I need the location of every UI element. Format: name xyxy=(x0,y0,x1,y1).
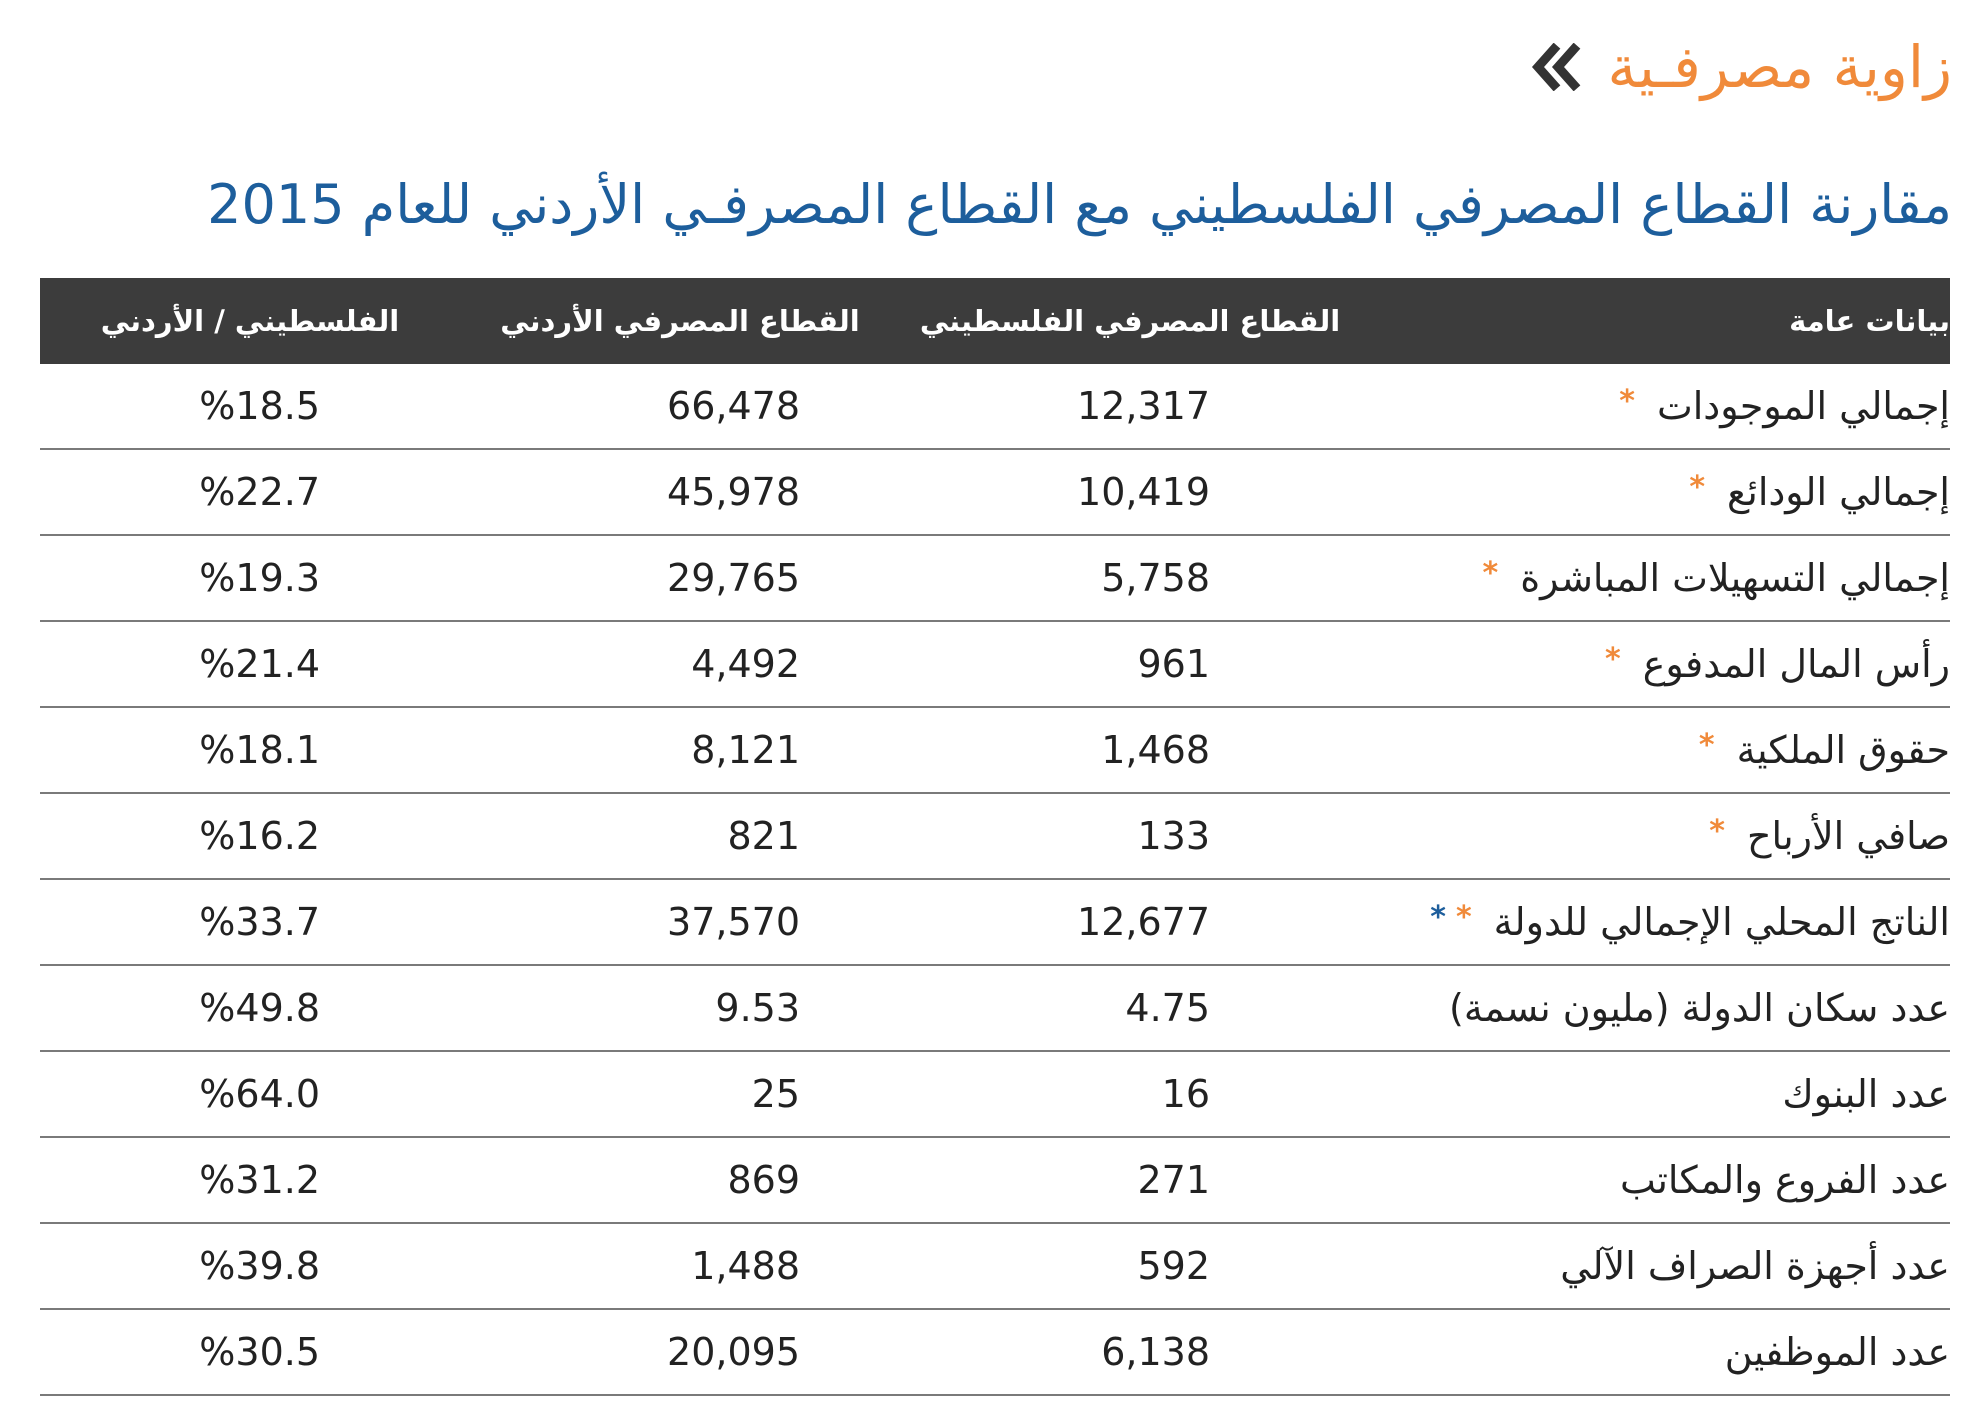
ratio-value: %19.3 xyxy=(199,556,320,600)
row-label: رأس المال المدفوع xyxy=(1642,642,1950,686)
footnote-markers xyxy=(1482,556,1508,600)
header-ratio: الفلسطيني / الأردني xyxy=(40,278,460,364)
footnote-markers xyxy=(1605,642,1631,686)
footnote-star-orange: * xyxy=(1698,728,1715,763)
header-general-data: بيانات عامة xyxy=(1360,278,1950,364)
palestinian-value: 4.75 xyxy=(1125,986,1210,1030)
palestinian-value: 12,317 xyxy=(1077,384,1210,428)
ratio-value-cell xyxy=(40,1223,460,1309)
row-label: عدد سكان الدولة (مليون نسمة) xyxy=(1449,986,1950,1030)
footnote-markers xyxy=(1689,470,1715,514)
jordanian-value: 37,570 xyxy=(667,900,800,944)
ratio-value-cell xyxy=(40,1309,460,1395)
palestinian-value: 10,419 xyxy=(1077,470,1210,514)
section-title: زاوية مصرفـية xyxy=(1607,33,1952,101)
palestinian-value: 6,138 xyxy=(1101,1330,1210,1374)
row-label: صافي الأرباح xyxy=(1746,814,1950,858)
footnote-star-orange: * xyxy=(1619,384,1635,419)
ratio-value: %18.1 xyxy=(199,728,320,772)
row-label-cell xyxy=(1360,449,1950,535)
palestinian-value-cell xyxy=(900,364,1360,449)
ratio-value: %31.2 xyxy=(199,1158,320,1202)
palestinian-value: 12,677 xyxy=(1077,900,1210,944)
ratio-value: %16.2 xyxy=(199,814,320,858)
row-label: إجمالي الموجودات xyxy=(1656,384,1950,428)
jordanian-value: 9.53 xyxy=(715,986,800,1030)
palestinian-value: 961 xyxy=(1137,642,1210,686)
footnote-star-orange: * xyxy=(1605,642,1621,677)
table-row xyxy=(40,1137,1950,1223)
jordanian-value: 821 xyxy=(727,814,800,858)
row-label-cell xyxy=(1360,621,1950,707)
jordanian-value-cell xyxy=(460,1051,900,1137)
palestinian-value-cell xyxy=(900,965,1360,1051)
jordanian-value-cell xyxy=(460,1223,900,1309)
row-label: إجمالي التسهيلات المباشرة xyxy=(1520,556,1950,600)
footnote-markers xyxy=(1709,814,1735,858)
jordanian-value: 1,488 xyxy=(691,1244,800,1288)
double-chevron-icon xyxy=(1524,22,1582,112)
palestinian-value-cell xyxy=(900,707,1360,793)
ratio-value: %64.0 xyxy=(199,1072,320,1116)
palestinian-value-cell xyxy=(900,1051,1360,1137)
palestinian-value-cell xyxy=(900,879,1360,965)
section-header xyxy=(1524,22,1953,112)
table-row xyxy=(40,535,1950,621)
ratio-value-cell xyxy=(40,449,460,535)
palestinian-value: 5,758 xyxy=(1101,556,1210,600)
footnote-star-blue: * xyxy=(1430,900,1446,935)
table-row xyxy=(40,621,1950,707)
ratio-value-cell xyxy=(40,364,460,449)
table-row xyxy=(40,707,1950,793)
ratio-value: %22.7 xyxy=(199,470,320,514)
table-row xyxy=(40,793,1950,879)
jordanian-value-cell xyxy=(460,793,900,879)
jordanian-value: 869 xyxy=(727,1158,800,1202)
row-label-cell xyxy=(1360,364,1950,449)
jordanian-value-cell xyxy=(460,965,900,1051)
row-label-cell xyxy=(1360,1223,1950,1309)
palestinian-value-cell xyxy=(900,1137,1360,1223)
jordanian-value-cell xyxy=(460,449,900,535)
ratio-value-cell xyxy=(40,621,460,707)
palestinian-value-cell xyxy=(900,449,1360,535)
ratio-value-cell xyxy=(40,1051,460,1137)
palestinian-value: 271 xyxy=(1137,1158,1210,1202)
row-label-cell xyxy=(1360,1137,1950,1223)
row-label: إجمالي الودائع xyxy=(1727,470,1950,514)
ratio-value: %18.5 xyxy=(199,384,320,428)
ratio-value: %39.8 xyxy=(199,1244,320,1288)
page-title: مقارنة القطاع المصرفي الفلسطيني مع القطاع المصرفـي الأردني للعام 2015 xyxy=(207,173,1952,236)
ratio-value-cell xyxy=(40,965,460,1051)
jordanian-value-cell xyxy=(460,707,900,793)
row-label-cell xyxy=(1360,965,1950,1051)
ratio-value: %33.7 xyxy=(199,900,320,944)
table-row xyxy=(40,1309,1950,1395)
footnote-star-orange: * xyxy=(1689,470,1706,505)
row-label-cell xyxy=(1360,707,1950,793)
table-row xyxy=(40,879,1950,965)
ratio-value: %30.5 xyxy=(199,1330,320,1374)
table-row xyxy=(40,1051,1950,1137)
jordanian-value: 29,765 xyxy=(667,556,800,600)
palestinian-value-cell xyxy=(900,535,1360,621)
footnote-star-orange: * xyxy=(1455,900,1472,935)
row-label-cell xyxy=(1360,1051,1950,1137)
jordanian-value: 45,978 xyxy=(667,470,800,514)
jordanian-value-cell xyxy=(460,1309,900,1395)
row-label: عدد الفروع والمكاتب xyxy=(1620,1158,1950,1202)
row-label: عدد أجهزة الصراف الآلي xyxy=(1560,1244,1950,1288)
ratio-value-cell xyxy=(40,535,460,621)
jordanian-value: 25 xyxy=(751,1072,800,1116)
jordanian-value-cell xyxy=(460,1137,900,1223)
palestinian-value: 592 xyxy=(1137,1244,1210,1288)
palestinian-value: 16 xyxy=(1161,1072,1210,1116)
jordanian-value: 20,095 xyxy=(667,1330,800,1374)
footnote-star-orange: * xyxy=(1709,814,1725,849)
jordanian-value: 66,478 xyxy=(667,384,800,428)
row-label: الناتج المحلي الإجمالي للدولة xyxy=(1493,900,1950,944)
palestinian-value-cell xyxy=(900,1309,1360,1395)
comparison-table xyxy=(40,278,1950,1396)
palestinian-value: 133 xyxy=(1137,814,1210,858)
table-row xyxy=(40,364,1950,449)
table-row xyxy=(40,1223,1950,1309)
ratio-value: %21.4 xyxy=(199,642,320,686)
ratio-value-cell xyxy=(40,1137,460,1223)
table-row xyxy=(40,965,1950,1051)
palestinian-value-cell xyxy=(900,793,1360,879)
row-label: عدد الموظفين xyxy=(1724,1330,1950,1374)
row-label-cell xyxy=(1360,879,1950,965)
table-body xyxy=(40,364,1950,1395)
table-row xyxy=(40,449,1950,535)
row-label: حقوق الملكية xyxy=(1736,728,1950,772)
jordanian-value-cell xyxy=(460,621,900,707)
jordanian-value-cell xyxy=(460,364,900,449)
palestinian-value-cell xyxy=(900,1223,1360,1309)
header-palestinian-sector: القطاع المصرفي الفلسطيني xyxy=(900,278,1360,364)
row-label-cell xyxy=(1360,535,1950,621)
row-label: عدد البنوك xyxy=(1782,1072,1950,1116)
row-label-cell xyxy=(1360,1309,1950,1395)
footnote-markers xyxy=(1619,384,1645,428)
footnote-star-orange: * xyxy=(1482,556,1499,591)
table-header-row xyxy=(40,278,1950,364)
ratio-value-cell xyxy=(40,793,460,879)
footnote-markers xyxy=(1699,728,1725,772)
ratio-value: %49.8 xyxy=(199,986,320,1030)
jordanian-value-cell xyxy=(460,535,900,621)
jordanian-value: 4,492 xyxy=(691,642,800,686)
footnote-markers xyxy=(1430,900,1481,944)
jordanian-value: 8,121 xyxy=(691,728,800,772)
palestinian-value-cell xyxy=(900,621,1360,707)
ratio-value-cell xyxy=(40,707,460,793)
palestinian-value: 1,468 xyxy=(1101,728,1210,772)
header-jordanian-sector: القطاع المصرفي الأردني xyxy=(460,278,900,364)
ratio-value-cell xyxy=(40,879,460,965)
row-label-cell xyxy=(1360,793,1950,879)
jordanian-value-cell xyxy=(460,879,900,965)
